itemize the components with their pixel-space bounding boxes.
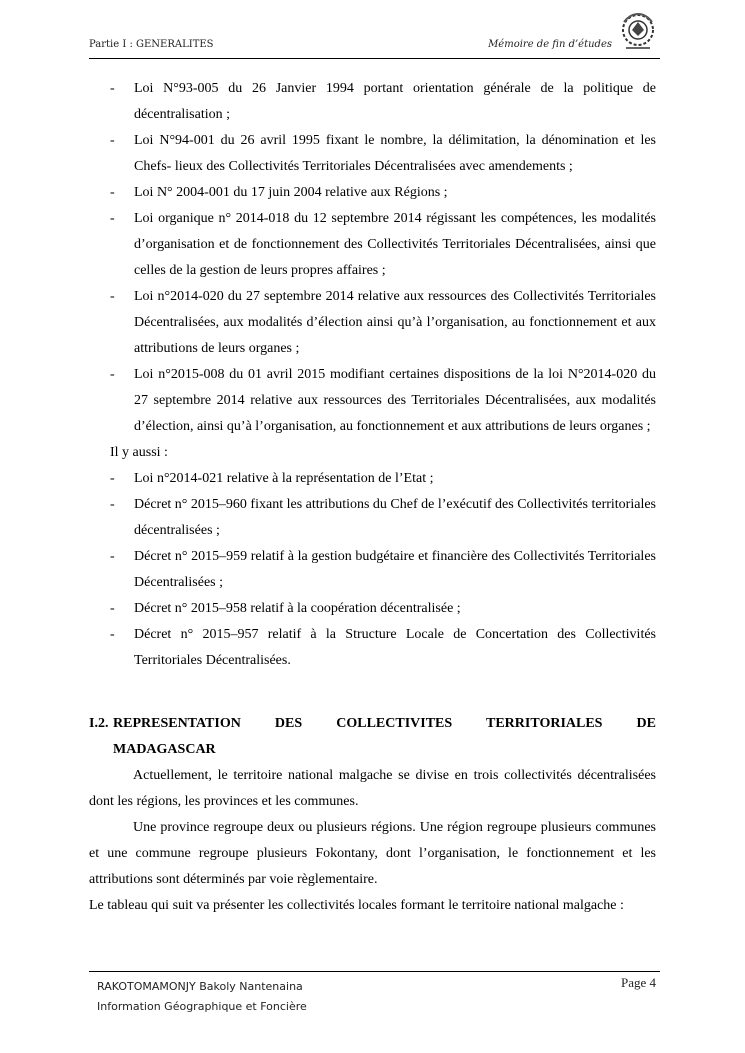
list-item-text: Décret n° 2015–957 relatif à la Structure Locale de Concertation des Collectivités Territoriales Décentralisées. bbox=[134, 627, 656, 668]
laws-list bbox=[89, 76, 656, 440]
bullet-dash: - bbox=[110, 549, 115, 564]
footer-author: RAKOTOMAMONJY Bakoly Nantenaina bbox=[97, 980, 303, 993]
list-item bbox=[89, 362, 656, 440]
list-item bbox=[89, 466, 656, 492]
school-logo-icon bbox=[616, 10, 660, 54]
list-item-text: Loi n°2014-020 du 27 septembre 2014 relative aux ressources des Collectivités Territoriales Décentralisées, aux modalités d’élection ainsi qu’à l’organisation, au fonctionnement et aux attributions de leurs organes ; bbox=[134, 289, 656, 356]
bullet-dash: - bbox=[110, 211, 115, 226]
bullet-dash: - bbox=[110, 81, 115, 96]
bullet-dash: - bbox=[110, 133, 115, 148]
list-item-text: Décret n° 2015–960 fixant les attributions du Chef de l’exécutif des Collectivités territoriales décentralisées ; bbox=[134, 497, 656, 538]
list-item-text: Loi organique n° 2014-018 du 12 septembre 2014 régissant les compétences, les modalités d’organisation et de fonctionnement des Collectivités Territoriales Décentralisées, ainsi que celles de la gestion de leurs propres affaires ; bbox=[134, 211, 656, 278]
footer-field: Information Géographique et Foncière bbox=[97, 1000, 307, 1013]
list-item bbox=[89, 206, 656, 284]
header-part-title: Partie I : GENERALITES bbox=[89, 39, 214, 50]
bullet-dash: - bbox=[110, 185, 115, 200]
bullet-dash: - bbox=[110, 601, 115, 616]
list-item bbox=[89, 180, 656, 206]
page-header bbox=[89, 36, 660, 59]
list-item bbox=[89, 622, 656, 674]
list-item-text: Loi N°93-005 du 26 Janvier 1994 portant orientation générale de la politique de décentralisation ; bbox=[134, 81, 656, 122]
page-footer bbox=[89, 971, 660, 1013]
bullet-dash: - bbox=[110, 627, 115, 642]
list-item-text: Décret n° 2015–958 relatif à la coopération décentralisée ; bbox=[134, 601, 461, 616]
page-number: Page 4 bbox=[620, 975, 656, 990]
section-number: I.2. bbox=[89, 716, 109, 731]
paragraph: Le tableau qui suit va présenter les collectivités locales formant le territoire national malgache : bbox=[89, 898, 624, 913]
list-item bbox=[89, 284, 656, 362]
list-item-text: Loi N°94-001 du 26 avril 1995 fixant le nombre, la délimitation, la dénomination et les Chefs- lieux des Collectivités Territoriales Décentralisées avec amendements ; bbox=[134, 133, 656, 174]
list-item-text: Loi n°2014-021 relative à la représentation de l’Etat ; bbox=[134, 471, 434, 486]
bullet-dash: - bbox=[110, 289, 115, 304]
list-item bbox=[89, 596, 656, 622]
bullet-dash: - bbox=[110, 497, 115, 512]
bullet-dash: - bbox=[110, 367, 115, 382]
list-item-text: Décret n° 2015–959 relatif à la gestion budgétaire et financière des Collectivités Territoriales Décentralisées ; bbox=[134, 549, 656, 590]
page-body bbox=[89, 76, 656, 919]
list-item bbox=[89, 128, 656, 180]
list-item bbox=[89, 492, 656, 544]
section-title-line2: MADAGASCAR bbox=[113, 742, 216, 757]
paragraph: Actuellement, le territoire national malgache se divise en trois collectivités décentralisées dont les régions, les provinces et les communes. bbox=[89, 768, 656, 809]
section-title-line1: REPRESENTATION DES COLLECTIVITES TERRITORIALES DE bbox=[113, 716, 656, 731]
decrees-list bbox=[89, 466, 656, 674]
list-item bbox=[89, 76, 656, 128]
section-heading bbox=[89, 711, 656, 763]
paragraph: Une province regroupe deux ou plusieurs régions. Une région regroupe plusieurs communes et une commune regroupe plusieurs Fokontany, dont l’organisation, le fonctionnement et les attributions sont déterminés par voie règlementaire. bbox=[89, 820, 656, 887]
bullet-dash: - bbox=[110, 471, 115, 486]
list-item-text: Loi n°2015-008 du 01 avril 2015 modifiant certaines dispositions de la loi N°2014-020 du 27 septembre 2014 relative aux ressources des Territoriales Décentralisées, aux modalités d’élection, ainsi qu’à l’organisation, au fonctionnement et aux attributions de leurs organes ; bbox=[134, 367, 656, 434]
header-document-type: Mémoire de fin d’études bbox=[488, 39, 612, 50]
list-item bbox=[89, 544, 656, 596]
list-item-text: Loi N° 2004-001 du 17 juin 2004 relative aux Régions ; bbox=[134, 185, 448, 200]
also-label: Il y aussi : bbox=[110, 445, 168, 460]
